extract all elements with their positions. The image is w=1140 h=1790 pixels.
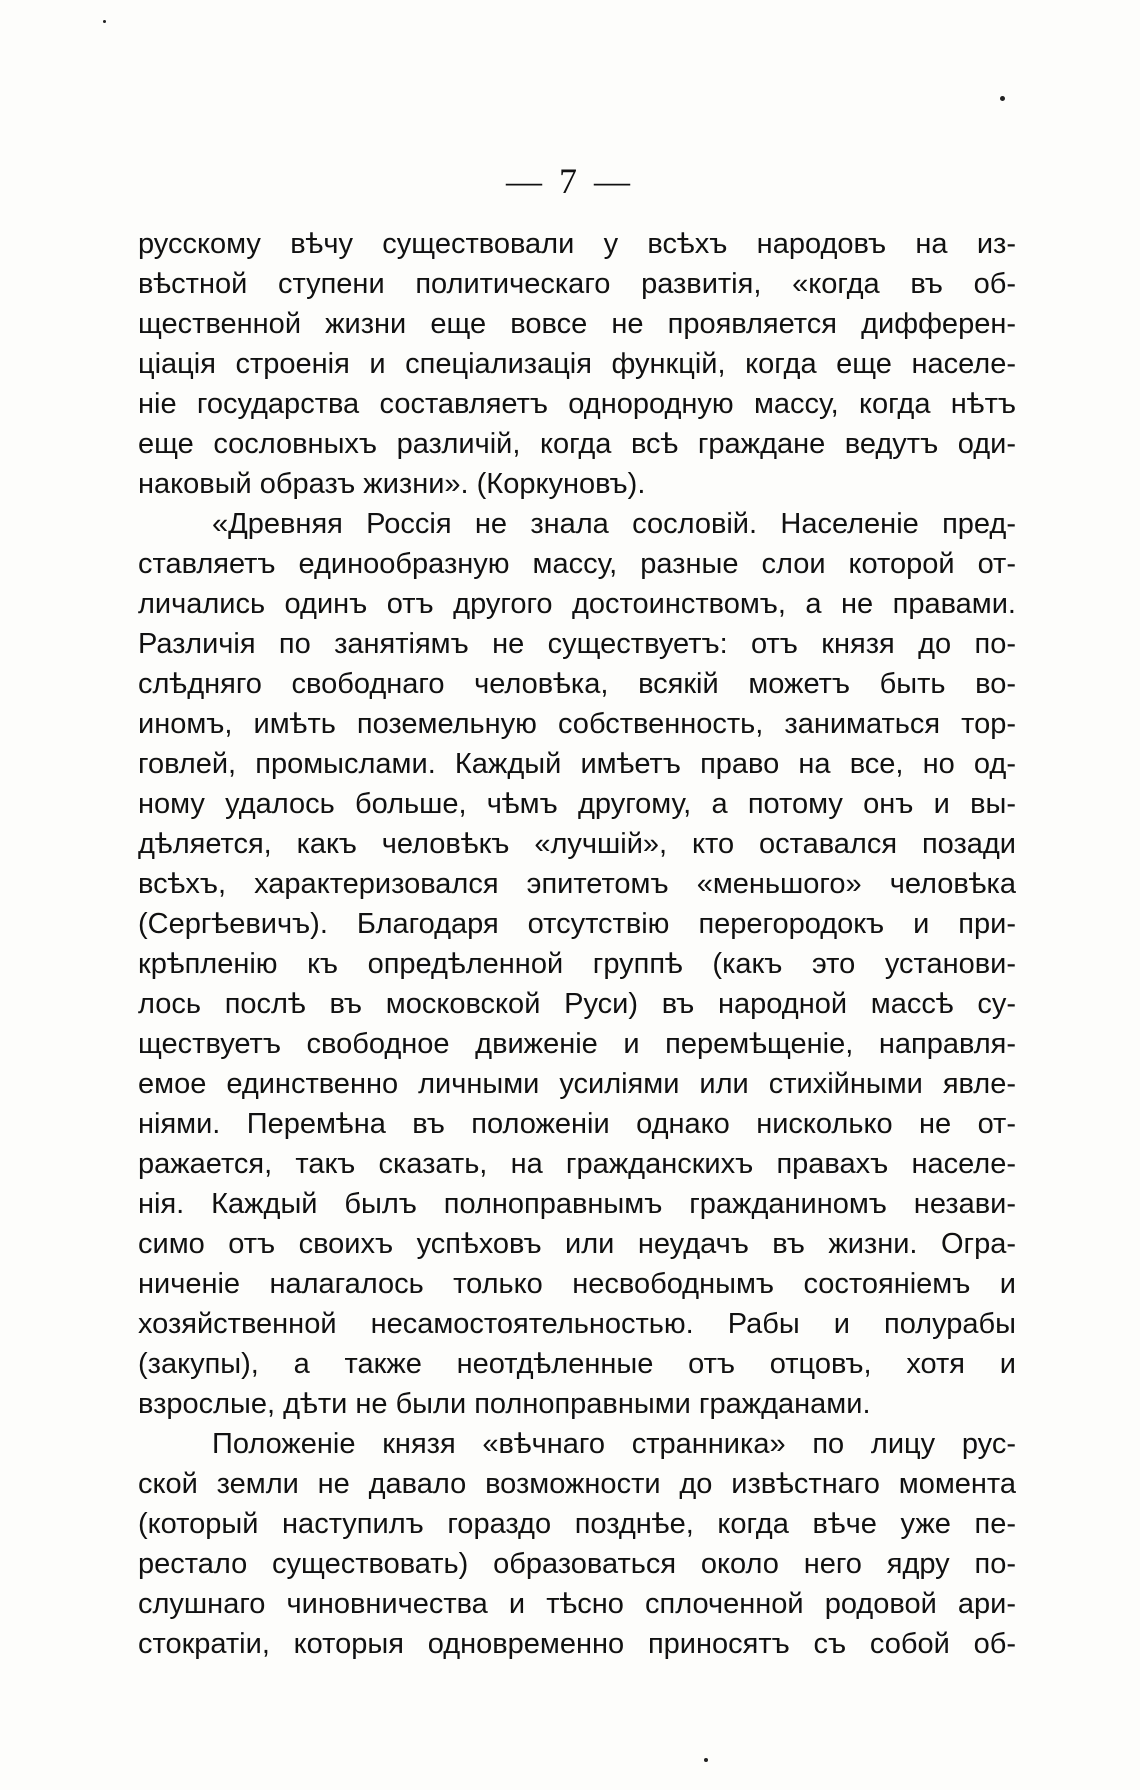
text-line: иномъ, имѣть поземельную собственность, заниматься тор- bbox=[138, 708, 1016, 740]
paragraph-1 bbox=[138, 224, 1016, 504]
text-line: хозяйственной несамостоятельностью. Рабы и полурабы bbox=[138, 1308, 1016, 1340]
text-line: еще сословныхъ различій, когда всѣ граждане ведутъ оди- bbox=[138, 428, 1016, 460]
text-line: русскому вѣчу существовали у всѣхъ народовъ на из- bbox=[138, 228, 1016, 260]
paragraph-2 bbox=[138, 504, 1016, 1424]
text-line: наковый образъ жизни». (Коркуновъ). bbox=[138, 468, 646, 500]
text-line: рестало существовать) образоваться около него ядру по- bbox=[138, 1548, 1016, 1580]
print-speck bbox=[1000, 96, 1005, 101]
body-text bbox=[138, 224, 1016, 1664]
text-line: ціація строенія и спеціализація функцій, когда еще населе- bbox=[138, 348, 1016, 380]
text-line: Положеніе князя «вѣчнаго странника» по лицу рус- bbox=[212, 1428, 1016, 1460]
text-line: (закупы), а также неотдѣленные отъ отцовъ, хотя и bbox=[138, 1348, 1016, 1380]
page-number: — 7 — bbox=[506, 161, 634, 201]
text-line: нія. Каждый былъ полноправнымъ гражданиномъ незави- bbox=[138, 1188, 1016, 1220]
text-line: Различія по занятіямъ не существуетъ: отъ князя до по- bbox=[138, 628, 1016, 660]
text-line: емое единственно личными усиліями или стихійными явле- bbox=[138, 1068, 1016, 1100]
text-line: слѣдняго свободнаго человѣка, всякій можетъ быть во- bbox=[138, 668, 1016, 700]
text-line: всѣхъ, характеризовался эпитетомъ «меньшого» человѣка bbox=[138, 868, 1016, 900]
text-line: крѣпленію къ опредѣленной группѣ (какъ это установи- bbox=[138, 948, 1016, 980]
text-line: ражается, такъ сказать, на гражданскихъ правахъ населе- bbox=[138, 1148, 1016, 1180]
text-line: взрослые, дѣти не были полноправными гражданами. bbox=[138, 1388, 871, 1420]
text-line: ществуетъ свободное движеніе и перемѣщеніе, направля- bbox=[138, 1028, 1016, 1060]
text-line: ниченіе налагалось только несвободнымъ состояніемъ и bbox=[138, 1268, 1016, 1300]
text-line: ному удалось больше, чѣмъ другому, а потому онъ и вы- bbox=[138, 788, 1016, 820]
text-line: дѣляется, какъ человѣкъ «лучшій», кто оставался позади bbox=[138, 828, 1016, 860]
paragraph-3 bbox=[138, 1424, 1016, 1664]
text-line: «Древняя Россія не знала сословій. Населеніе пред- bbox=[212, 508, 1016, 540]
text-line: личались одинъ отъ другого достоинствомъ, а не правами. bbox=[138, 588, 1016, 620]
text-line: ніе государства составляетъ однородную массу, когда нѣтъ bbox=[138, 388, 1016, 420]
print-speck bbox=[704, 1758, 708, 1762]
text-line: слушнаго чиновничества и тѣсно сплоченной родовой ари- bbox=[138, 1588, 1016, 1620]
text-line: щественной жизни еще вовсе не проявляется дифферен- bbox=[138, 308, 1016, 340]
text-line: лось послѣ въ московской Руси) въ народной массѣ су- bbox=[138, 988, 1016, 1020]
text-line: (Сергѣевичъ). Благодаря отсутствію перегородокъ и при- bbox=[138, 908, 1016, 940]
text-line: ставляетъ единообразную массу, разные слои которой от- bbox=[138, 548, 1016, 580]
text-line: (который наступилъ гораздо позднѣе, когда вѣче уже пе- bbox=[138, 1508, 1016, 1540]
text-line: говлей, промыслами. Каждый имѣетъ право на все, но од- bbox=[138, 748, 1016, 780]
text-line: ніями. Перемѣна въ положеніи однако нисколько не от- bbox=[138, 1108, 1016, 1140]
text-line: вѣстной ступени политическаго развитія, «когда въ об- bbox=[138, 268, 1016, 300]
text-line: симо отъ своихъ успѣховъ или неудачъ въ жизни. Огра- bbox=[138, 1228, 1016, 1260]
text-line: ской земли не давало возможности до извѣстнаго момента bbox=[138, 1468, 1016, 1500]
text-line: стократіи, которыя одновременно приносятъ съ собой об- bbox=[138, 1628, 1016, 1660]
print-speck bbox=[103, 20, 106, 23]
